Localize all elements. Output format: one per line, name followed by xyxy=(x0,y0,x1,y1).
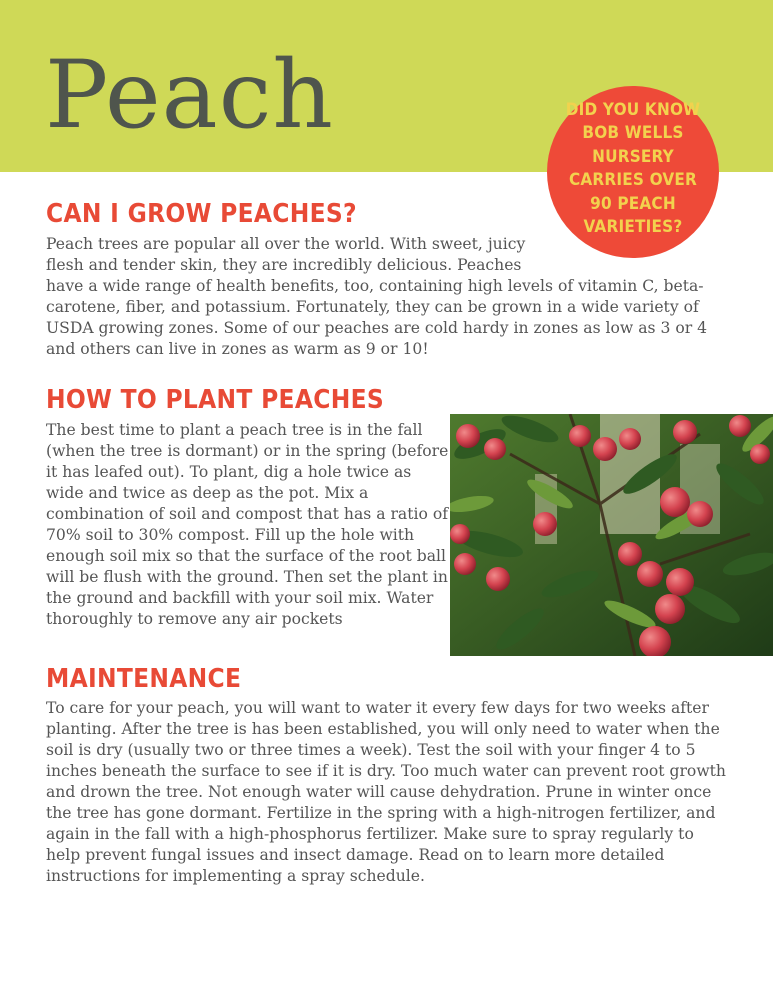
heading-can-i-grow-peaches: CAN I GROW PEACHES? xyxy=(46,199,357,229)
paragraph-how-to-plant-peaches: The best time to plant a peach tree is in the fall (when the tree is dormant) or in the spring (before it has leafed out). To plant, dig a hole twice as wide and twice as deep as the pot. Mix a combination of soil and compost that has a ratio of 70% soil to 30% compost. Fill up the hole with enough soil mix so that the surface of the root ball will be flush with the ground. Then set the plant in the ground and backfill with your soil mix. Water thoroughly to remove any air pockets xyxy=(46,421,449,628)
paragraph-can-i-grow-peaches-text: Peach trees are popular all over the world. With sweet, juicy flesh and tender skin, they are incredibly delicious. Peaches have a wide range of health benefits, too, containing high levels of vitamin C, beta-carotene, fiber, and potassium. Fortunately, they can be grown in a wide variety of USDA growing zones. Some of our peaches are cold hardy in zones as low as 3 or 4 and others can live in zones as warm as 9 or 10! xyxy=(46,235,708,358)
peach-tree-photo xyxy=(450,414,773,656)
paragraph-can-i-grow-peaches xyxy=(46,234,726,360)
did-you-know-badge xyxy=(547,86,719,258)
paragraph-maintenance: To care for your peach, you will want to water it every few days for two weeks after planting. After the tree is has been established, you will only need to water when the soil is dry (usually two or three times a week). Test the soil with your finger 4 to 5 inches beneath the surface to see if it is dry. Too much water can prevent root growth and drown the tree. Not enough water will cause dehydration. Prune in winter once the tree has gone dormant. Fertilize in the spring with a high-nitrogen fertilizer, and again in the fall with a high-phosphorus fertilizer. Make sure to spray regularly to help prevent fungal issues and insect damage. Read on to learn more detailed instructions for implementing a spray schedule. xyxy=(46,699,726,885)
badge-text: DID YOU KNOW BOB WELLS NURSERY CARRIES OVER 90 PEACH VARIETIES? xyxy=(565,99,701,237)
heading-maintenance: MAINTENANCE xyxy=(46,664,242,694)
heading-how-to-plant-peaches: HOW TO PLANT PEACHES xyxy=(46,385,384,415)
page-title: Peach xyxy=(45,41,334,150)
